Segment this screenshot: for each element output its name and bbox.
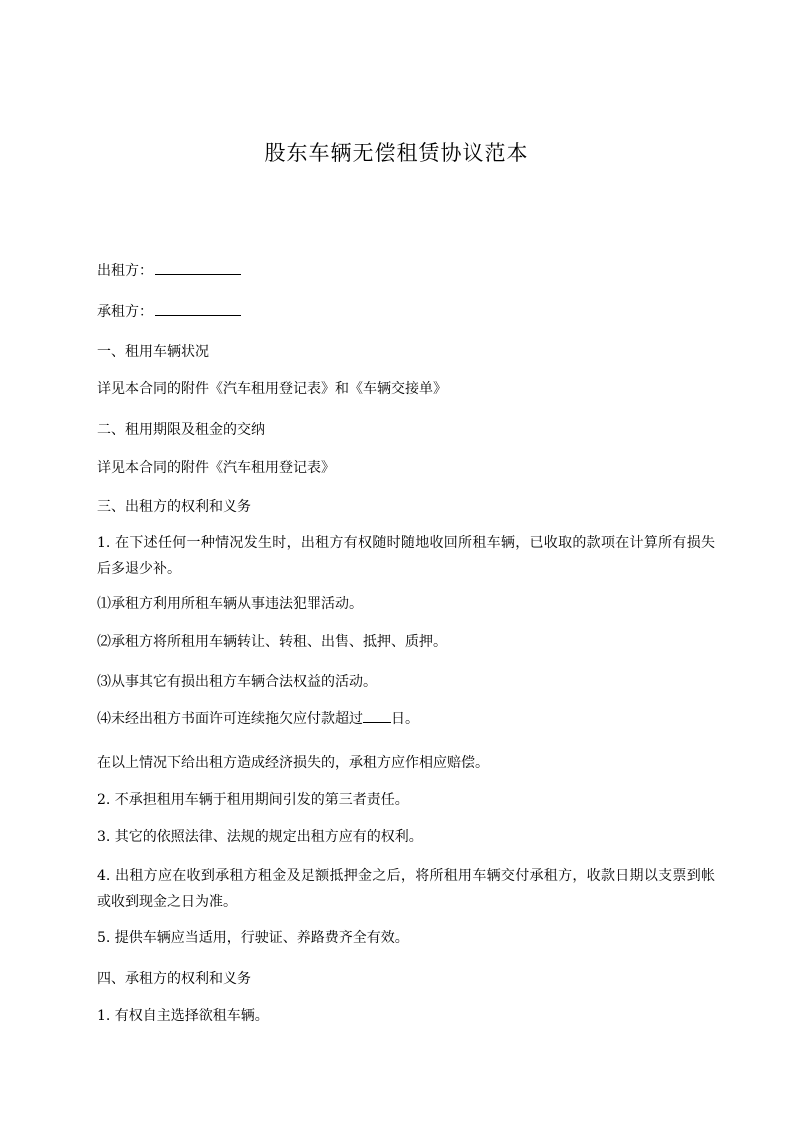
lessor-line [97,258,715,284]
lessor-label: 出租方： [97,263,153,279]
section3-sub1: ⑴承租方利用所租车辆从事违法犯罪活动。 [97,596,363,612]
section4-item1: 1. 有权自主选择欲租车辆。 [97,1008,269,1024]
days-blank [363,708,391,723]
section2-heading: 二、租用期限及租金的交纳 [97,422,265,438]
section1-text: 详见本合同的附件《汽车租用登记表》和《车辆交接单》 [97,381,447,397]
lessor-blank [155,260,241,275]
section3-sub4 [97,706,715,732]
section3-sub3: ⑶从事其它有损出租方车辆合法权益的活动。 [97,674,377,690]
section3-heading: 三、出租方的权利和义务 [97,499,251,515]
lessee-blank [155,301,241,316]
section3-item3: 3. 其它的依照法律、法规的规定出租方应有的权利。 [97,829,423,845]
lessee-label: 承租方： [97,304,153,320]
section3-item1: 1. 在下述任何一种情况发生时，出租方有权随时随地收回所租车辆，已收取的款项在计算所有损失后多退少补。 [97,535,715,577]
section3-item2: 2. 不承担租用车辆于租用期间引发的第三者责任。 [97,792,409,808]
lessee-line [97,299,715,325]
section3-sub2: ⑵承租方将所租用车辆转让、转租、出售、抵押、质押。 [97,634,447,650]
sub4-text-before: ⑷未经出租方书面许可连续拖欠应付款超过 [97,711,363,727]
section4-heading: 四、承租方的权利和义务 [97,971,251,987]
section3-item5: 5. 提供车辆应当适用，行驶证、养路费齐全有效。 [97,930,409,946]
section2-text: 详见本合同的附件《汽车租用登记表》 [97,460,335,476]
document-title: 股东车辆无偿租赁协议范本 [264,141,529,165]
sub4-text-after: 日。 [391,711,419,727]
section1-heading: 一、租用车辆状况 [97,344,209,360]
section3-compensation: 在以上情况下给出租方造成经济损失的，承租方应作相应赔偿。 [97,755,489,771]
section3-item4: 4. 出租方应在收到承租方租金及足额抵押金之后，将所租用车辆交付承租方，收款日期以支票到帐或收到现金之日为准。 [97,868,715,910]
